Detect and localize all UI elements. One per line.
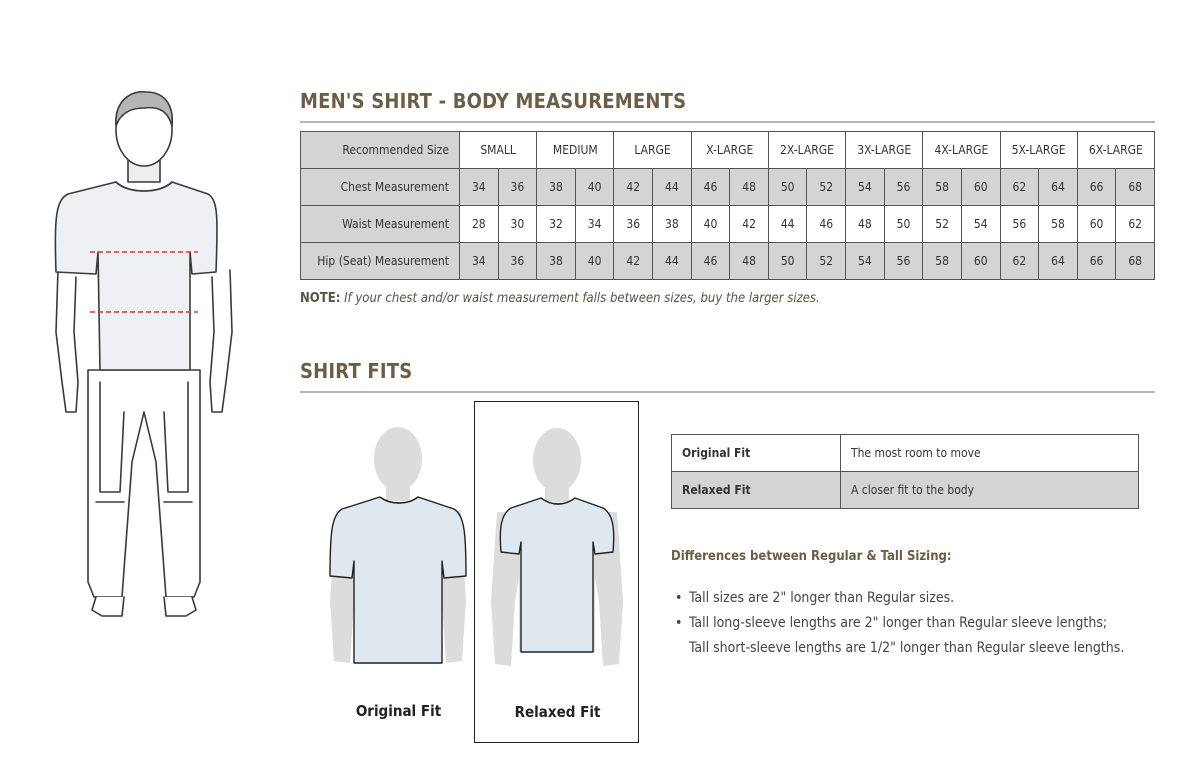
measure-cell: 38 <box>537 243 576 280</box>
measure-cell: 54 <box>846 169 885 206</box>
measure-cell: 50 <box>768 169 807 206</box>
fit-row <box>672 435 1139 472</box>
relaxed-fit-panel <box>474 401 639 743</box>
measure-cell: 60 <box>1077 206 1116 243</box>
fit-description-table <box>671 434 1139 509</box>
measure-cell: 66 <box>1077 169 1116 206</box>
measure-cell: 38 <box>537 169 576 206</box>
left-foot <box>92 597 124 616</box>
row-label: Waist Measurement <box>301 206 460 243</box>
measure-cell: 42 <box>614 169 653 206</box>
measure-cell: 52 <box>923 206 962 243</box>
measure-cell: 50 <box>884 206 923 243</box>
size-chart-table <box>300 131 1155 280</box>
bullet-icon: • <box>675 615 683 631</box>
measure-cell: 32 <box>537 206 576 243</box>
sizing-differences-list <box>675 586 1124 661</box>
list-item <box>675 611 1124 636</box>
measure-cell: 58 <box>923 243 962 280</box>
list-item <box>675 586 1124 611</box>
fit-row <box>672 472 1139 509</box>
size-label: 3X-LARGE <box>846 132 923 169</box>
measure-cell: 36 <box>614 206 653 243</box>
measure-cell: 50 <box>768 243 807 280</box>
measure-cell: 56 <box>884 243 923 280</box>
measure-cell: 52 <box>807 243 846 280</box>
measure-cell: 62 <box>1116 206 1155 243</box>
measure-cell: 40 <box>691 206 730 243</box>
shirt-fits-title: SHIRT FITS <box>300 359 413 383</box>
measure-cell: 48 <box>730 243 769 280</box>
measure-cell: 28 <box>460 206 499 243</box>
row-label: Chest Measurement <box>301 169 460 206</box>
size-chart-divider <box>300 121 1155 123</box>
measure-cell: 46 <box>807 206 846 243</box>
size-label: 2X-LARGE <box>768 132 845 169</box>
measure-cell: 66 <box>1077 243 1116 280</box>
size-label: X-LARGE <box>691 132 768 169</box>
measure-cell: 30 <box>498 206 537 243</box>
measure-cell: 36 <box>498 169 537 206</box>
measure-cell: 64 <box>1039 243 1078 280</box>
measure-cell: 42 <box>730 206 769 243</box>
size-label: 6X-LARGE <box>1077 132 1154 169</box>
measure-cell: 36 <box>498 243 537 280</box>
measure-cell: 68 <box>1116 243 1155 280</box>
left-arm <box>56 270 78 412</box>
fit-name: Relaxed Fit <box>672 472 841 509</box>
relaxed-fit-silhouette <box>475 402 640 692</box>
size-note <box>300 291 820 306</box>
note-text: If your chest and/or waist measurement falls between sizes, buy the larger sizes. <box>344 291 820 306</box>
measure-cell: 44 <box>768 206 807 243</box>
body-shirt <box>55 182 217 370</box>
chest-row <box>301 169 1155 206</box>
fit-description: A closer fit to the body <box>841 472 1139 509</box>
sizing-differences-heading: Differences between Regular & Tall Sizing: <box>671 549 952 564</box>
fit-name: Original Fit <box>672 435 841 472</box>
size-label: MEDIUM <box>537 132 614 169</box>
measure-cell: 44 <box>653 169 692 206</box>
measure-cell: 62 <box>1000 169 1039 206</box>
measure-cell: 58 <box>1039 206 1078 243</box>
measure-cell: 40 <box>575 169 614 206</box>
original-fit-silhouette <box>316 401 481 691</box>
size-row-label: Recommended Size <box>301 132 460 169</box>
right-foot <box>164 597 196 616</box>
relaxed-fit-label: Relaxed Fit <box>514 703 601 721</box>
measure-cell: 58 <box>923 169 962 206</box>
waist-row <box>301 206 1155 243</box>
measure-cell: 34 <box>460 243 499 280</box>
pants <box>88 370 200 597</box>
measure-cell: 54 <box>961 206 1000 243</box>
measure-cell: 52 <box>807 169 846 206</box>
measure-cell: 54 <box>846 243 885 280</box>
measure-cell: 44 <box>653 243 692 280</box>
bullet-icon: • <box>675 590 683 606</box>
size-label: 5X-LARGE <box>1000 132 1077 169</box>
measure-cell: 60 <box>961 243 1000 280</box>
size-chart-title: MEN'S SHIRT - BODY MEASUREMENTS <box>300 89 687 113</box>
size-label: 4X-LARGE <box>923 132 1000 169</box>
measure-cell: 62 <box>1000 243 1039 280</box>
measure-cell: 42 <box>614 243 653 280</box>
measure-cell: 40 <box>575 243 614 280</box>
right-arm <box>210 270 232 412</box>
row-label: Hip (Seat) Measurement <box>301 243 460 280</box>
measure-cell: 34 <box>460 169 499 206</box>
body-measurement-figure <box>40 82 250 627</box>
original-fit-panel <box>316 401 481 743</box>
measure-cell: 64 <box>1039 169 1078 206</box>
measure-cell: 46 <box>691 169 730 206</box>
list-item-text: Tall long-sleeve lengths are 2" longer than Regular sleeve lengths; <box>689 615 1108 631</box>
list-item-text: Tall sizes are 2" longer than Regular sizes. <box>689 590 955 606</box>
hip-row <box>301 243 1155 280</box>
size-row <box>301 132 1155 169</box>
measure-cell: 34 <box>575 206 614 243</box>
measure-cell: 60 <box>961 169 1000 206</box>
measure-cell: 68 <box>1116 169 1155 206</box>
measure-cell: 56 <box>884 169 923 206</box>
note-label: NOTE: <box>300 291 341 306</box>
measure-cell: 46 <box>691 243 730 280</box>
shirt-fits-divider <box>300 391 1155 393</box>
measure-cell: 38 <box>653 206 692 243</box>
fit-description: The most room to move <box>841 435 1139 472</box>
size-label: SMALL <box>460 132 537 169</box>
measure-cell: 48 <box>846 206 885 243</box>
measure-cell: 56 <box>1000 206 1039 243</box>
size-label: LARGE <box>614 132 691 169</box>
measure-cell: 48 <box>730 169 769 206</box>
list-item-continuation: Tall short-sleeve lengths are 1/2" longer than Regular sleeve lengths. <box>689 640 1125 656</box>
original-fit-label: Original Fit <box>355 702 442 720</box>
